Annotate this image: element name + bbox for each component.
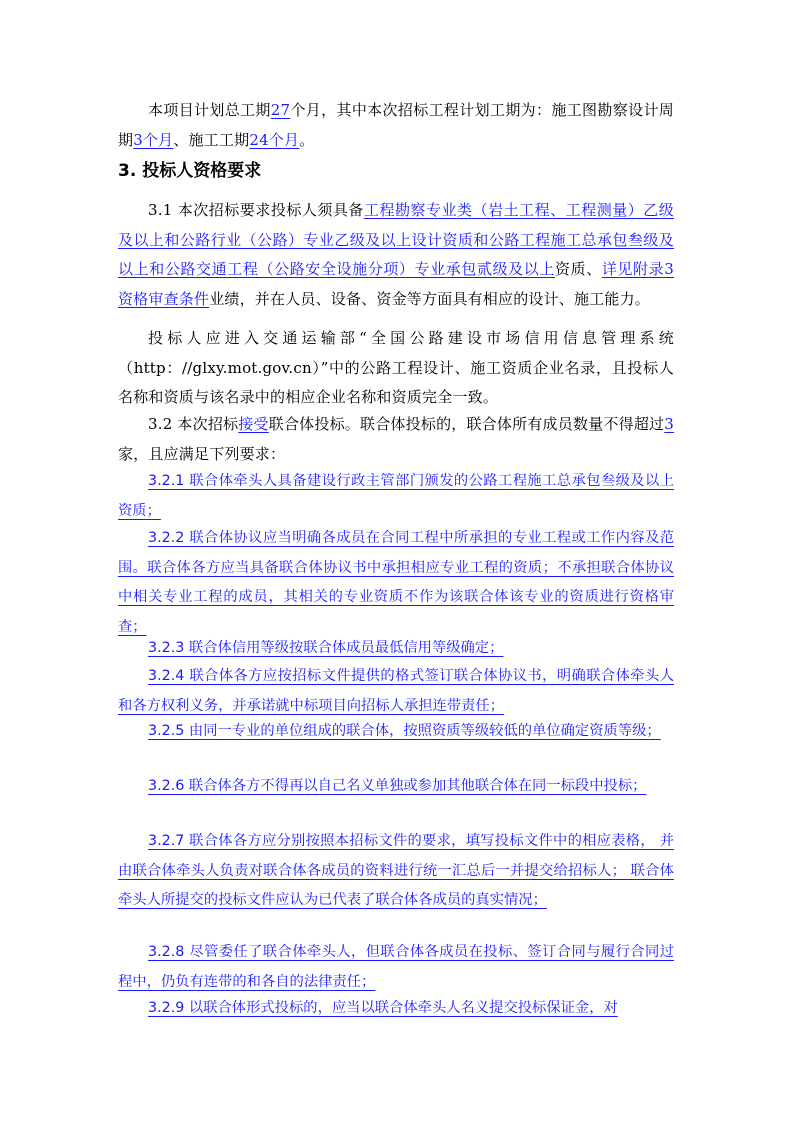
qualification-paragraph bbox=[118, 196, 674, 314]
construction-duration-value: 24个月 bbox=[249, 130, 300, 149]
consortium-paragraph bbox=[118, 410, 674, 469]
list-item-3-2-7: 3.2.7 联合体各方应分别按照本招标文件的要求，填写投标文件中的相应表格， 并由联合体牵头人负责对联合体各成员的资料进行统一汇总后一并提交给招标人； 联合体牵头人所提交的投标文件应认为已代表了联合体各成员的真实情况； bbox=[118, 833, 674, 908]
qualification-text-a: 3.1 本次招标要求投标人须具备 bbox=[148, 201, 364, 219]
list-item-3-2-9: 3.2.9 以联合体形式投标的，应当以联合体牵头人名义提交投标保证金，对 bbox=[148, 1000, 618, 1016]
list-item-3-2-8: 3.2.8 尽管委任了联合体牵头人，但联合体各成员在投标、签订合同与履行合同过程中，仍负有连带的和各自的法律责任； bbox=[118, 944, 674, 990]
list-item-3-2-2: 3.2.2 联合体协议应当明确各成员在合同工程中所承担的专业工程或工作内容及范围。联合体各方应当具备联合体协议书中承担相应专业工程的资质；不承担联合体协议中相关专业工程的成员，其相关的专业资质不作为该联合体该专业的资质进行资格审查； bbox=[118, 530, 674, 635]
consortium-text-e: 家，且应满足下列要求： bbox=[118, 444, 286, 463]
schedule-paragraph bbox=[118, 96, 674, 155]
total-duration-value: 27 bbox=[270, 101, 291, 119]
list-item-3-2-6: 3.2.6 联合体各方不得再以自己名义单独或参加其他联合体在同一标段中投标； bbox=[148, 778, 647, 794]
appendix-reference: 详见附录3资格审查条件 bbox=[118, 260, 674, 308]
consortium-text-a: 3.2 本次招标 bbox=[148, 415, 239, 433]
list-item-3-2-1: 3.2.1 联合体牵头人具备建设行政主管部门颁发的公路工程施工总承包叁级及以上资质； bbox=[118, 473, 674, 519]
schedule-text-c: 个月，其中本次招标工程计划工期为：施工图勘察设计周期 bbox=[118, 101, 674, 149]
consortium-accept-value: 接受 bbox=[238, 415, 269, 433]
section-heading: 3. 投标人资格要求 bbox=[118, 161, 262, 181]
schedule-text-g: 。 bbox=[299, 130, 315, 149]
system-registration-paragraph: 投标人应进入交通运输部“全国公路建设市场信用信息管理系统（http：//glxy.mot.gov.cn）”中的公路工程设计、施工资质企业名录，且投标人名称和资质与该名录中的相应企业名称和资质完全一致。 bbox=[118, 329, 674, 406]
consortium-max-members: 3 bbox=[664, 415, 675, 433]
list-item-3-2-3: 3.2.3 联合体信用等级按联合体成员最低信用等级确定； bbox=[148, 640, 504, 656]
consortium-text-c: 联合体投标。联合体投标的，联合体所有成员数量不得超过 bbox=[268, 415, 665, 433]
design-duration-value: 3个月 bbox=[133, 130, 174, 149]
qualification-requirement: 工程勘察专业类（岩土工程、工程测量）乙级及以上和公路行业（公路）专业乙级及以上设计资质和公路工程施工总承包叁级及以上和公路交通工程（公路安全设施分项）专业承包贰级及以上 bbox=[118, 201, 674, 278]
schedule-text-e: 、施工工期 bbox=[173, 130, 250, 149]
list-item-3-2-4: 3.2.4 联合体各方应按招标文件提供的格式签订联合体协议书，明确联合体牵头人和各方权利义务，并承诺就中标项目向招标人承担连带责任； bbox=[118, 668, 674, 714]
schedule-text-a: 本项目计划总工期 bbox=[148, 101, 271, 119]
qualification-text-c: 资质、 bbox=[555, 260, 602, 278]
qualification-text-e: 业绩，并在人员、设备、资金等方面具有相应的设计、施工能力。 bbox=[209, 289, 651, 308]
list-item-3-2-5: 3.2.5 由同一专业的单位组成的联合体，按照资质等级较低的单位确定资质等级； bbox=[148, 723, 661, 739]
